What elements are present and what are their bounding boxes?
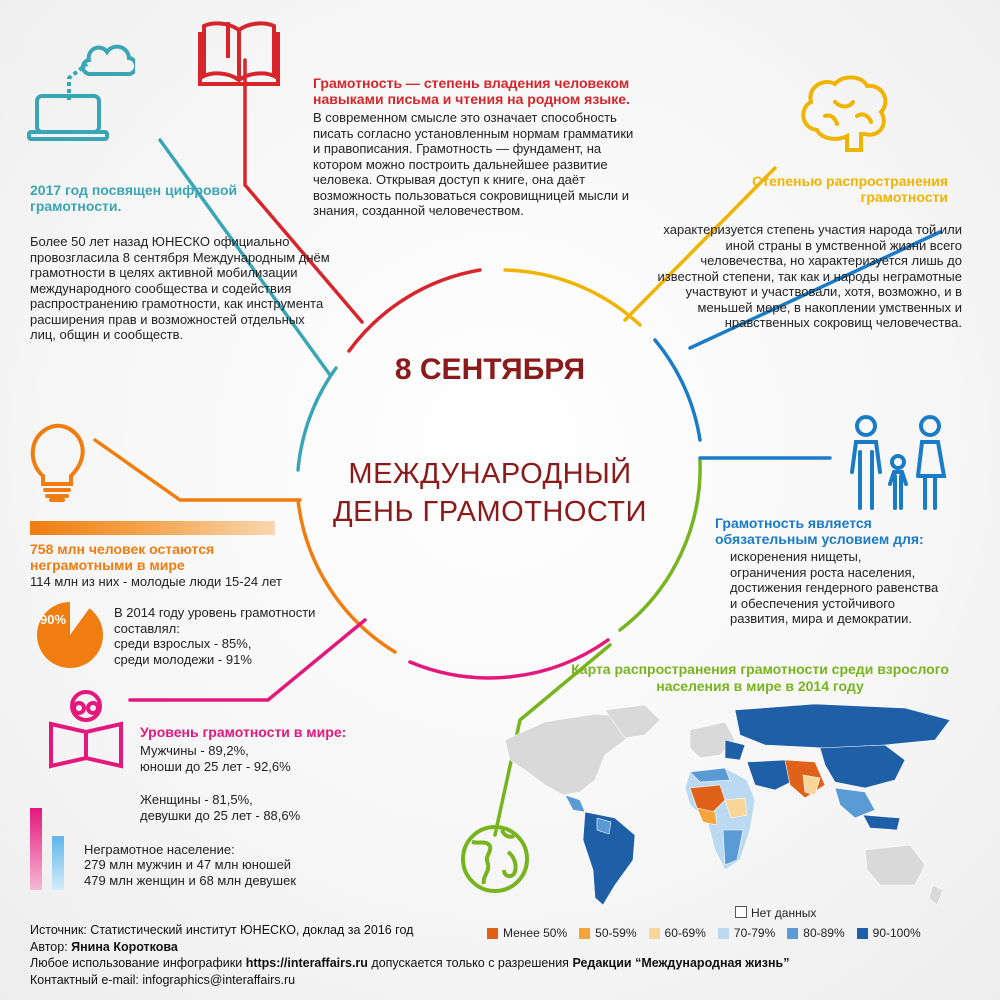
footer-usage [30, 955, 970, 988]
world-women-line: Женщины - 81,5%, [140, 792, 253, 807]
reader-icon [45, 688, 127, 770]
nonliterate-line: 479 млн женщин и 68 млн девушек [84, 872, 297, 888]
map-africa [685, 768, 755, 870]
legend-label: 90-100% [872, 926, 921, 940]
footer-contact: Контактный e-mail: infographics@interaffairs.ru [30, 972, 296, 987]
map-central-america [565, 795, 585, 812]
nonliterate-body [84, 857, 344, 888]
legend-swatch [579, 928, 590, 939]
map-china [820, 745, 905, 788]
world-women [140, 792, 340, 823]
world-literacy-map [485, 700, 955, 915]
map-india [803, 775, 820, 795]
world-men [140, 743, 340, 774]
arc-yellow [505, 270, 640, 325]
book-icon [198, 18, 280, 88]
footer-author-label: Автор: [30, 939, 72, 954]
conditions-item: развития, мира и демократии. [730, 611, 912, 626]
footer-source: Источник: Статистический институт ЮНЕСКО, доклад за 2016 год [30, 923, 414, 937]
y2014-line: составлял: [114, 620, 180, 636]
legend-label: 70-79% [733, 926, 776, 940]
literacy-body: В современном смысле это означает способность писать согласно установленным нормам грамматики и правописания. Грамотность — фундамент, на котором можно построить дальнейшее развитие человека. Открывая доступ к книге, она даёт возможность пользоваться сокровищницей мысли и знания, созданной человечеством. [313, 110, 634, 218]
nonliterate-bars [30, 808, 75, 890]
nodata-swatch [735, 906, 747, 918]
digital-heading: 2017 год посвящен цифровой грамотности. [30, 182, 238, 214]
conditions-list [730, 549, 985, 627]
y2014-line: среди молодежи - 91% [114, 651, 252, 667]
legend-item [718, 926, 775, 940]
pie-label: 90% [40, 612, 67, 627]
nonliterate-line: 279 млн мужчин и 47 млн юношей [84, 857, 292, 872]
legend-item [787, 926, 844, 940]
world-heading: Уровень грамотности в мире: [140, 724, 347, 740]
map-east-europe [725, 740, 745, 760]
map-title: Карта распространения грамотности среди взрослого населения в мире в 2014 году [571, 661, 949, 694]
spread-body: характеризуется степень участия народа той или иной страны в умственной жизни всего человечества, но характеризуется лишь до известной степени, так как и народы неграмотные участвуют и участвовали, хотя, возможно, и в меньшей мере, в накоплении умственных и нравственных сокровищ человечества. [657, 222, 962, 330]
world-men-line: Мужчины - 89,2%, [140, 743, 249, 758]
arc-blue [655, 340, 700, 440]
spread-heading: Степенью распространения грамотности [752, 173, 948, 205]
legend-item [579, 926, 636, 940]
family-icon [838, 412, 958, 512]
footer-url-link[interactable]: https://interaffairs.ru [245, 956, 368, 970]
legend-swatch [857, 928, 868, 939]
legend-item [857, 926, 921, 940]
lightbulb-icon [25, 422, 89, 504]
arc-red [349, 270, 480, 351]
footer-author: Янина Короткова [71, 939, 178, 954]
women-bar [30, 808, 42, 890]
footer-author-line [30, 939, 490, 956]
brain-icon [795, 72, 893, 158]
map-southeast-asia [835, 788, 875, 818]
footer-usage-1: Любое использование инфографики [30, 956, 246, 970]
conditions-item: искоренения нищеты, [730, 549, 862, 564]
legend-label: 80-89% [803, 926, 845, 940]
y2014-text [114, 605, 334, 667]
world-women-line: девушки до 25 лет - 88,6% [140, 807, 301, 823]
legend-item [649, 926, 706, 940]
conditions-heading: Грамотность является обязательным условием для: [715, 515, 924, 547]
conditions-item: ограничения роста населения, [730, 564, 916, 580]
world-men-line: юноши до 25 лет - 92,6% [140, 758, 291, 774]
footer-editor: Редакции “Международная жизнь” [572, 956, 790, 970]
map-russia [735, 704, 950, 748]
legend-swatch [718, 928, 729, 939]
map-north-america [505, 714, 635, 795]
nonliterate-title: Неграмотное население: [84, 842, 235, 857]
legend-label: 50-59% [595, 926, 637, 940]
legend-label: Менее 50% [503, 926, 568, 940]
nodata-label: Нет данных [751, 906, 817, 920]
literacy-heading: Грамотность — степень владения человеком навыками письма и чтения на родном языке. [313, 75, 630, 107]
men-bar [52, 836, 64, 890]
map-nodata-legend [735, 906, 816, 920]
center-date: 8 СЕНТЯБРЯ [394, 353, 586, 386]
illiterate-sub: 114 млн из них - молодые люди 15-24 лет [30, 574, 283, 589]
map-indonesia [863, 815, 900, 830]
legend-label: 60-69% [664, 926, 706, 940]
y2014-line: среди взрослых - 85%, [114, 636, 252, 651]
legend-item [487, 926, 567, 940]
illiterate-heading: 758 млн человек остаются неграмотными в мире [30, 541, 215, 573]
computer-cloud-icon [25, 38, 135, 142]
footer-usage-line [30, 955, 970, 972]
literacy-pie-chart [35, 600, 105, 670]
map-new-zealand [929, 885, 943, 905]
footer-source-author [30, 922, 490, 955]
illiterate-bar [30, 521, 275, 535]
legend-swatch [787, 928, 798, 939]
map-australia [865, 845, 925, 885]
conditions-item: достижения гендерного равенства [730, 580, 939, 595]
conditions-item: и обеспечения устойчивого [730, 595, 895, 611]
footer-usage-2: допускается только с разрешения [367, 956, 573, 970]
map-legend [487, 926, 967, 940]
legend-swatch [649, 928, 660, 939]
digital-body: Более 50 лет назад ЮНЕСКО официально провозгласила 8 сентября Международным днём грамотности в целях активной мобилизации международного сообщества и содействия распространению грамотности, как инструмента расширения прав и возможностей отдельных лиц, общин и сообществ. [30, 234, 330, 342]
y2014-line: В 2014 году уровень грамотности [114, 605, 316, 620]
center-title: МЕЖДУНАРОДНЫЙ ДЕНЬ ГРАМОТНОСТИ [333, 458, 647, 528]
